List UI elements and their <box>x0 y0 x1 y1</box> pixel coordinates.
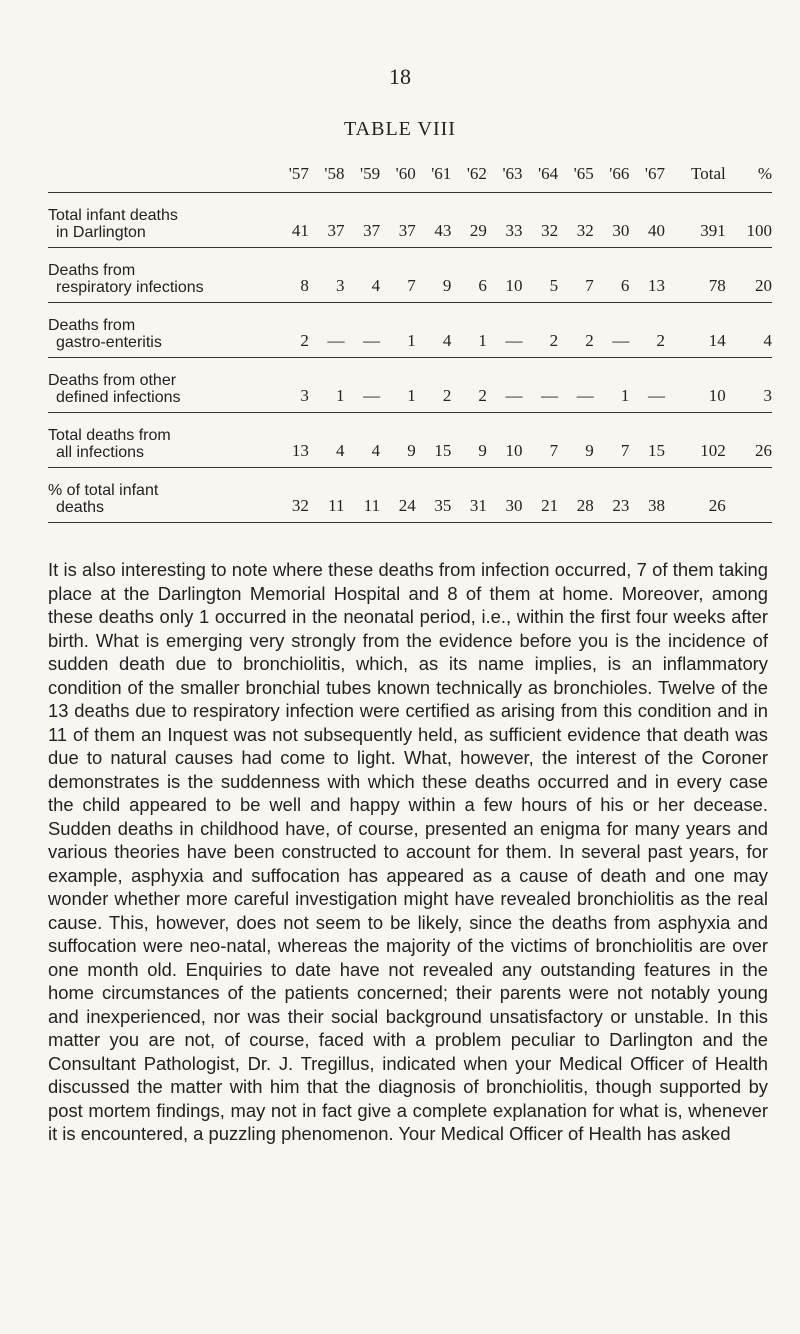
table-cell: 1 <box>407 331 416 350</box>
table-cell: 9 <box>478 441 487 460</box>
table-cell: — <box>363 331 381 350</box>
table-cell: 2 <box>478 386 487 405</box>
table-cell: 6 <box>620 276 630 295</box>
row-label-line: Total infant deaths <box>48 207 178 224</box>
table-cell: 5 <box>549 276 559 295</box>
table-cell: 7 <box>407 276 416 295</box>
column-header: '64 <box>538 164 559 183</box>
table-row <box>48 303 772 358</box>
column-header: % <box>757 164 772 183</box>
table-cell: — <box>612 331 630 350</box>
table-cell: 41 <box>291 221 309 240</box>
header-row <box>48 150 772 193</box>
body-paragraph: It is also interesting to note where these deaths from infection occurred, 7 of them taking place at the Darlington Memorial Hospital and 8 of them at home. Moreover, among these deaths only 1 occurred in the neonatal period, i.e., within the first four weeks after birth. What is emerging very strongly from the evidence before you is the incidence of sudden death due to bronchiolitis, which, as its name implies, is an inflammatory condition of the smaller bronchial tubes known technically as bronchioles. Twelve of the 13 deaths due to respiratory infection were certified as arising from this condition and in 11 of them an Inquest was not subsequently held, as sufficient evidence that death was due to natural causes had come to light. What, however, the interest of the Coroner demonstrates is the suddenness with which these deaths occurred and in every case the child appeared to be well and happy within a few hours of his or her decease. Sudden deaths in childhood have, of course, presented an enigma for many years and various theories have been constructed to account for them. In several past years, for example, asphyxia and suffocation has appeared as a cause of death and one may wonder whether more careful investigation might have revealed bronchiolitis as the real cause. This, however, does not seem to be likely, since the deaths from asphyxia and suffocation were neo-natal, whereas the majority of the victims of bronchiolitis are over one month old. Enquiries to date have not revealed any outstanding features in the home circumstances of the patients concerned; their parents were not notably young and inexperienced, nor was their social background unsatisfactory or unstable. In this matter you are not, of course, faced with a problem peculiar to Darlington and the Consultant Pathologist, Dr. J. Tregillus, indicated when your Medical Officer of Health discussed the matter with him that the diagnosis of bronchiolitis, though supported by post mortem findings, may not in fact give a complete explanation for what is, whenever it is encountered, a puzzling phenomenon. Your Medical Officer of Health has asked <box>48 559 768 1144</box>
table-cell: 26 <box>708 496 726 515</box>
table-cell: 15 <box>434 441 452 460</box>
row-label <box>48 193 273 248</box>
row-label-line: Deaths from <box>48 317 136 334</box>
row-label <box>48 358 273 413</box>
table-cell: 32 <box>541 221 559 240</box>
table-cell: 9 <box>407 441 416 460</box>
table-cell: 9 <box>442 276 452 295</box>
table-cell: 4 <box>442 331 452 350</box>
table-cell: 1 <box>407 386 416 405</box>
table-cell: 4 <box>335 441 345 460</box>
column-header: '63 <box>502 164 523 183</box>
table-cell: 3 <box>763 386 772 405</box>
table-cell: 4 <box>371 276 381 295</box>
column-header: '66 <box>609 164 630 183</box>
table-cell: 2 <box>442 386 452 405</box>
table-cell: 38 <box>647 496 665 515</box>
column-header: '60 <box>395 164 416 183</box>
table-cell: 23 <box>612 496 630 515</box>
header-blank <box>48 150 273 193</box>
table-cell: 31 <box>469 496 487 515</box>
table-cell: 78 <box>708 276 726 295</box>
table-cell: 2 <box>549 331 559 350</box>
table-cell: 30 <box>612 221 630 240</box>
table-cell: 20 <box>755 276 772 295</box>
row-label-line: gastro-enteritis <box>56 334 162 351</box>
table-cell: 7 <box>549 441 559 460</box>
table-cell: 1 <box>620 386 630 405</box>
column-header: '58 <box>324 164 345 183</box>
table-cell: 37 <box>327 221 345 240</box>
table-cell: — <box>327 331 345 350</box>
table-cell: 2 <box>300 331 309 350</box>
table-cell: 1 <box>335 386 345 405</box>
column-header: '65 <box>573 164 594 183</box>
table-cell: 14 <box>708 331 726 350</box>
column-header: '59 <box>360 164 381 183</box>
table-cell: 10 <box>708 386 726 405</box>
table-cell: 15 <box>647 441 665 460</box>
table-cell: 7 <box>620 441 630 460</box>
table-cell: 11 <box>328 496 345 515</box>
table-cell: 6 <box>478 276 487 295</box>
table-header <box>48 150 772 193</box>
table-cell: 8 <box>300 276 309 295</box>
table-cell: 32 <box>576 221 594 240</box>
row-label-line: defined infections <box>56 389 181 406</box>
table-cell: 13 <box>291 441 309 460</box>
table-cell: 3 <box>300 386 309 405</box>
table-cell: — <box>576 386 594 405</box>
column-header: '62 <box>466 164 487 183</box>
table-cell: 11 <box>363 496 381 515</box>
table-cell: 29 <box>469 221 487 240</box>
table-cell: 37 <box>398 221 416 240</box>
row-label-line: Total deaths from <box>48 427 171 444</box>
table-cell: 7 <box>585 276 594 295</box>
table-cell: 33 <box>505 221 523 240</box>
table-cell: 2 <box>585 331 594 350</box>
table-cell: 2 <box>656 331 665 350</box>
row-label <box>48 303 273 358</box>
table-row <box>48 193 772 248</box>
table-cell: 102 <box>700 441 726 460</box>
table-row <box>48 248 772 303</box>
row-label-line: Deaths from <box>48 262 136 279</box>
row-label <box>48 468 273 523</box>
table-cell: 21 <box>541 496 559 515</box>
table-row <box>48 358 772 413</box>
column-header: '67 <box>644 164 665 183</box>
row-label <box>48 248 273 303</box>
table-title: TABLE VIII <box>344 118 456 140</box>
table-cell: 28 <box>576 496 594 515</box>
column-header: '57 <box>288 164 309 183</box>
table-cell: 40 <box>647 221 665 240</box>
table-cell: 10 <box>505 441 523 460</box>
table-cell: 9 <box>585 441 594 460</box>
table-cell: 37 <box>363 221 381 240</box>
table-cell: 13 <box>647 276 665 295</box>
table-cell: — <box>505 331 523 350</box>
column-header: '61 <box>431 164 452 183</box>
table-cell: 26 <box>755 441 772 460</box>
table-row <box>48 413 772 468</box>
row-label-line: Deaths from other <box>48 372 177 389</box>
table-cell: 10 <box>505 276 523 295</box>
table-cell: — <box>505 386 523 405</box>
page-number: 18 <box>389 64 411 89</box>
table-cell: 3 <box>335 276 345 295</box>
row-label-line: % of total infant <box>48 482 159 499</box>
table-cell: 43 <box>434 221 452 240</box>
table-row <box>48 468 772 523</box>
table-cell: 30 <box>505 496 523 515</box>
table-cell: 4 <box>371 441 381 460</box>
table-body <box>48 193 772 523</box>
table-cell: 24 <box>398 496 416 515</box>
row-label-line: in Darlington <box>56 224 146 241</box>
row-label-line: all infections <box>56 444 145 461</box>
table-cell: — <box>363 386 381 405</box>
table-cell: 32 <box>291 496 309 515</box>
table-cell: — <box>647 386 665 405</box>
table-cell: 35 <box>434 496 452 515</box>
table-cell: — <box>541 386 559 405</box>
row-label-line: respiratory infections <box>56 279 204 296</box>
table-cell: 391 <box>700 221 726 240</box>
row-label <box>48 413 273 468</box>
row-label-line: deaths <box>56 499 105 516</box>
column-header: Total <box>691 164 726 183</box>
table-cell: 100 <box>746 221 772 240</box>
table-cell: 1 <box>478 331 487 350</box>
table-cell: 4 <box>763 331 772 350</box>
table-cell <box>726 468 772 523</box>
infant-deaths-table <box>48 150 772 523</box>
